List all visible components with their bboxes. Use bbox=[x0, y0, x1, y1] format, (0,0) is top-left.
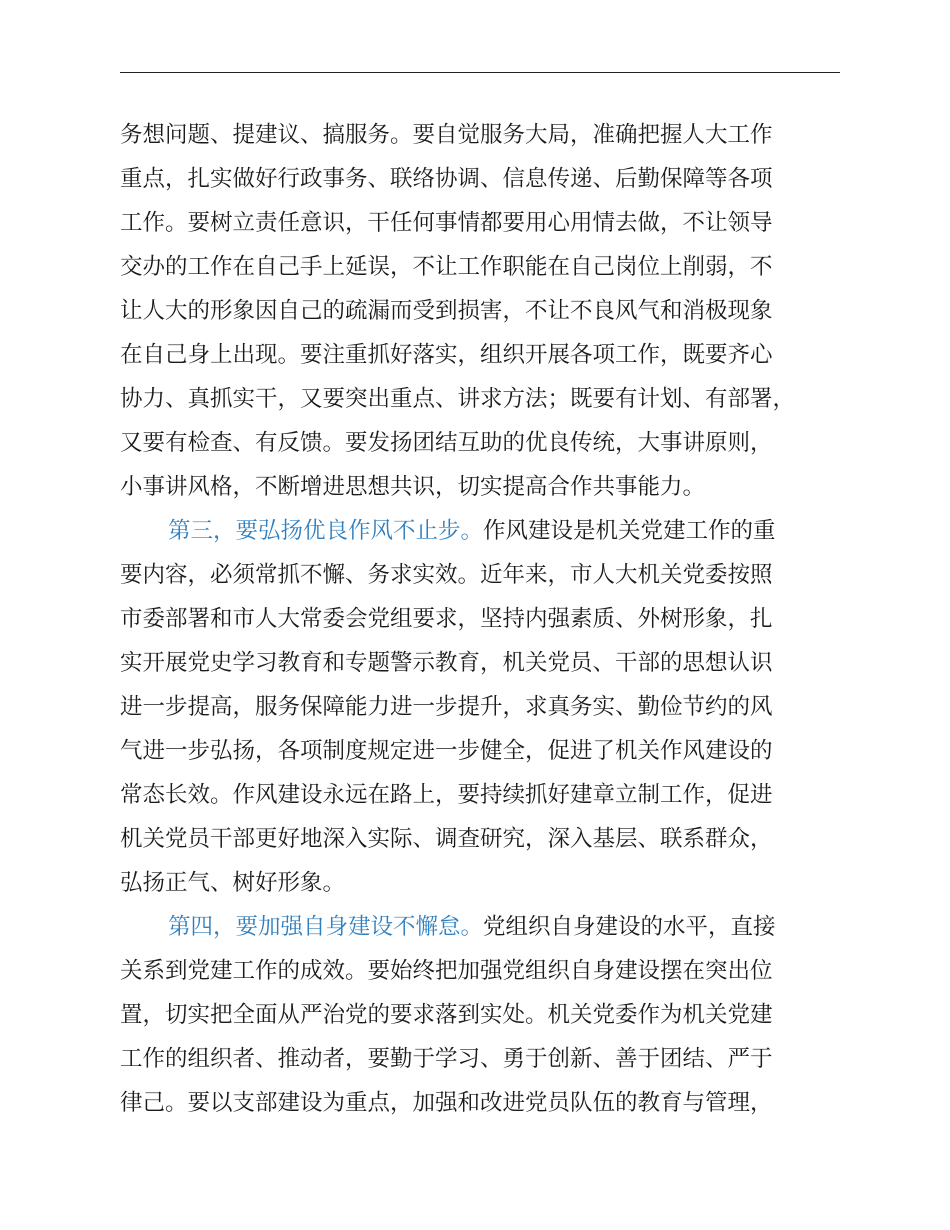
text-line: 关系到党建工作的成效。要始终把加强党组织自身建设摆在突出位 bbox=[120, 958, 773, 984]
text-line: 工作的组织者、推动者，要勤于学习、勇于创新、善于团结、严于 bbox=[120, 1046, 773, 1072]
text-line: 律己。要以支部建设为重点，加强和改进党员队伍的教育与管理， bbox=[120, 1090, 773, 1116]
text-line: 交办的工作在自己手上延误，不让工作职能在自己岗位上削弱，不 bbox=[120, 254, 773, 280]
text-line: 弘扬正气、树好形象。 bbox=[120, 870, 346, 896]
text-line: 小事讲风格，不断增进思想共识，切实提高合作共事能力。 bbox=[120, 474, 706, 500]
paragraph-third bbox=[120, 509, 855, 905]
paragraph-first-line bbox=[120, 509, 855, 553]
header-rule bbox=[120, 72, 840, 73]
text-line: 重点，扎实做好行政事务、联络协调、信息传递、后勤保障等各项 bbox=[120, 166, 773, 192]
text-line: 置，切实把全面从严治党的要求落到实处。机关党委作为机关党建 bbox=[120, 1002, 773, 1028]
text-line: 市委部署和市人大常委会党组要求，坚持内强素质、外树形象，扎 bbox=[120, 606, 773, 632]
text-line: 又要有检查、有反馈。要发扬团结互助的优良传统，大事讲原则， bbox=[120, 430, 773, 456]
text-run: 作风建设是机关党建工作的重 bbox=[483, 518, 776, 544]
text-line: 让人大的形象因自己的疏漏而受到损害，不让不良风气和消极现象 bbox=[120, 298, 773, 324]
paragraph-first-line bbox=[120, 905, 855, 949]
text-line: 进一步提高，服务保障能力进一步提升，求真务实、勤俭节约的风 bbox=[120, 694, 773, 720]
text-line: 务想问题、提建议、搞服务。要自觉服务大局，准确把握人大工作 bbox=[120, 122, 773, 148]
section-heading-fourth: 第四，要加强自身建设不懈怠。 bbox=[168, 914, 484, 940]
text-line: 实开展党史学习教育和专题警示教育，机关党员、干部的思想认识 bbox=[120, 650, 773, 676]
text-line: 机关党员干部更好地深入实际、调查研究，深入基层、联系群众， bbox=[120, 826, 773, 852]
text-line: 在自己身上出现。要注重抓好落实，组织开展各项工作，既要齐心 bbox=[120, 342, 773, 368]
text-run: 党组织自身建设的水平，直接 bbox=[483, 914, 776, 940]
document-body bbox=[120, 113, 855, 1125]
text-line: 工作。要树立责任意识，干任何事情都要用心用情去做，不让领导 bbox=[120, 210, 773, 236]
text-line: 协力、真抓实干，又要突出重点、讲求方法；既要有计划、有部署， bbox=[120, 386, 796, 412]
text-line: 要内容，必须常抓不懈、务求实效。近年来，市人大机关党委按照 bbox=[120, 562, 773, 588]
section-heading-third: 第三，要弘扬优良作风不止步。 bbox=[168, 518, 484, 544]
text-line: 气进一步弘扬，各项制度规定进一步健全，促进了机关作风建设的 bbox=[120, 738, 773, 764]
text-line: 常态长效。作风建设永远在路上，要持续抓好建章立制工作，促进 bbox=[120, 782, 773, 808]
paragraph-fourth bbox=[120, 905, 855, 1125]
paragraph-continuation bbox=[120, 113, 855, 509]
